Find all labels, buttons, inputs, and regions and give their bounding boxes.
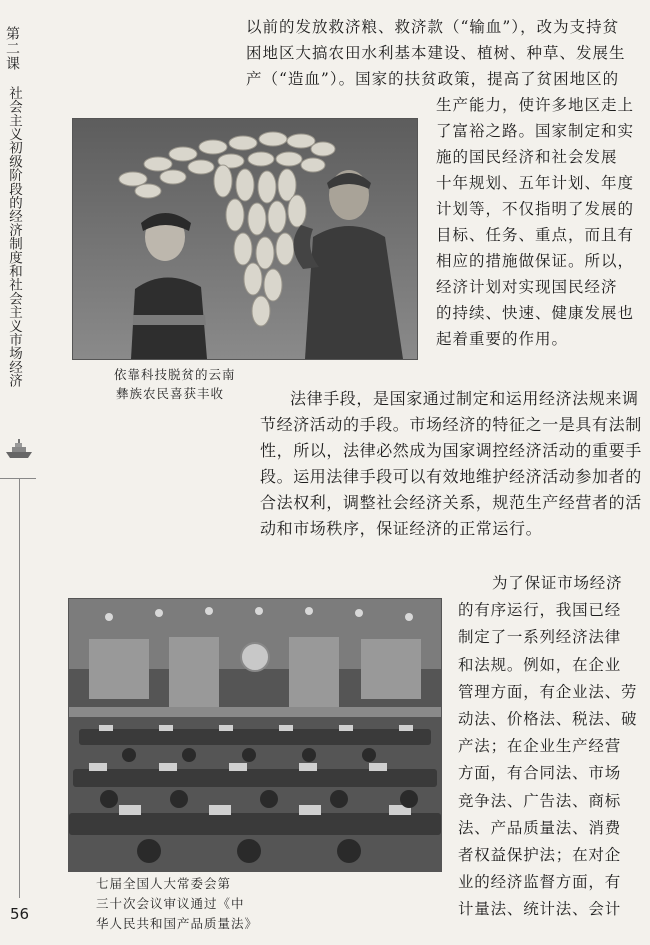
page-number: 56: [10, 905, 30, 923]
text-line: 管理方面，有企业法、劳: [458, 682, 638, 701]
paragraph-planning-cont: [436, 92, 646, 352]
text-line: 制定了一系列经济法律: [458, 628, 622, 647]
text-line: 困地区大搞农田水利基本建设、植树、种草、发展生: [246, 44, 626, 62]
text-line: 段。运用法律手段可以有效地维护经济活动参加者的: [260, 467, 642, 486]
text-line: 目标、任务、重点，而且有: [436, 226, 635, 244]
caption-line: 七届全国人大常委会第: [96, 876, 232, 891]
text-line: 节经济活动的手段。市场经济的特征之一是具有法制: [260, 415, 642, 434]
text-line: 十年规划、五年计划、年度: [436, 174, 635, 192]
text-line: 动和市场秩序，保证经济的正常运行。: [260, 519, 543, 538]
text-line: 方面，有合同法、市场: [458, 764, 622, 783]
text-line: 生产能力，使许多地区走上: [436, 96, 635, 114]
text-line: 合法权利，调整社会经济关系，规范生产经营者的活: [260, 493, 642, 512]
lesson-label: 第二课: [4, 26, 20, 71]
text-line: 产（“造血”）。国家的扶贫政策，提高了贫困地区的: [246, 70, 620, 88]
text-line: 法律手段，是国家通过制定和运用经济法规来调: [290, 389, 639, 408]
text-line: 者权益保护法；在对企: [458, 846, 622, 865]
caption-line: 三十次会议审议通过《中: [96, 896, 245, 911]
text-line: 的有序运行，我国已经: [458, 601, 622, 620]
chapter-title: 社会主义初级阶段的经济制度和社会主义市场经济: [6, 86, 22, 388]
text-line: 竞争法、广告法、商标: [458, 791, 622, 810]
text-line: 业的经济监督方面，有: [458, 873, 622, 892]
text-line: 法、产品质量法、消费: [458, 818, 622, 837]
text-line: 产法；在企业生产经营: [458, 737, 622, 756]
caption-line: 依靠科技脱贫的云南: [114, 367, 236, 382]
text-line: 计划等，不仅指明了发展的: [436, 200, 635, 218]
caption-line: 彝族农民喜获丰收: [116, 386, 225, 401]
text-line: 和法规。例如，在企业: [458, 655, 622, 674]
sidebar-rule: [19, 478, 20, 898]
text-line: 性，所以，法律必然成为国家调控经济活动的重要手: [260, 441, 642, 460]
text-line: 以前的发放救济粮、救济款（“输血”），改为支持贫: [246, 18, 620, 36]
text-line: 施的国民经济和社会发展: [436, 148, 618, 166]
caption-line: 华人民共和国产品质量法》: [96, 916, 259, 931]
photo-caption-npc: [96, 874, 258, 934]
text-line: 为了保证市场经济: [492, 574, 623, 592]
photo-caption-corn: [114, 365, 236, 403]
paragraph-legal-means: [260, 386, 644, 542]
text-line: 动法、价格法、税法、破: [458, 710, 638, 729]
paragraph-economic-laws: [458, 570, 648, 924]
text-line: 计量法、统计法、会计: [458, 900, 622, 919]
ship-icon: [4, 438, 34, 460]
text-line: 经济计划对实现国民经济: [436, 278, 618, 296]
photo-corn-harvest: [72, 118, 418, 360]
text-line: 了富裕之路。国家制定和实: [436, 122, 635, 140]
text-line: 相应的措施做保证。所以，: [436, 252, 635, 270]
paragraph-planning: [246, 14, 644, 92]
sidebar: [0, 0, 42, 945]
text-line: 的持续、快速、健康发展也: [436, 304, 635, 322]
text-line: 起着重要的作用。: [436, 330, 569, 348]
sidebar-divider: [0, 478, 36, 479]
photo-npc-meeting: [68, 598, 442, 872]
